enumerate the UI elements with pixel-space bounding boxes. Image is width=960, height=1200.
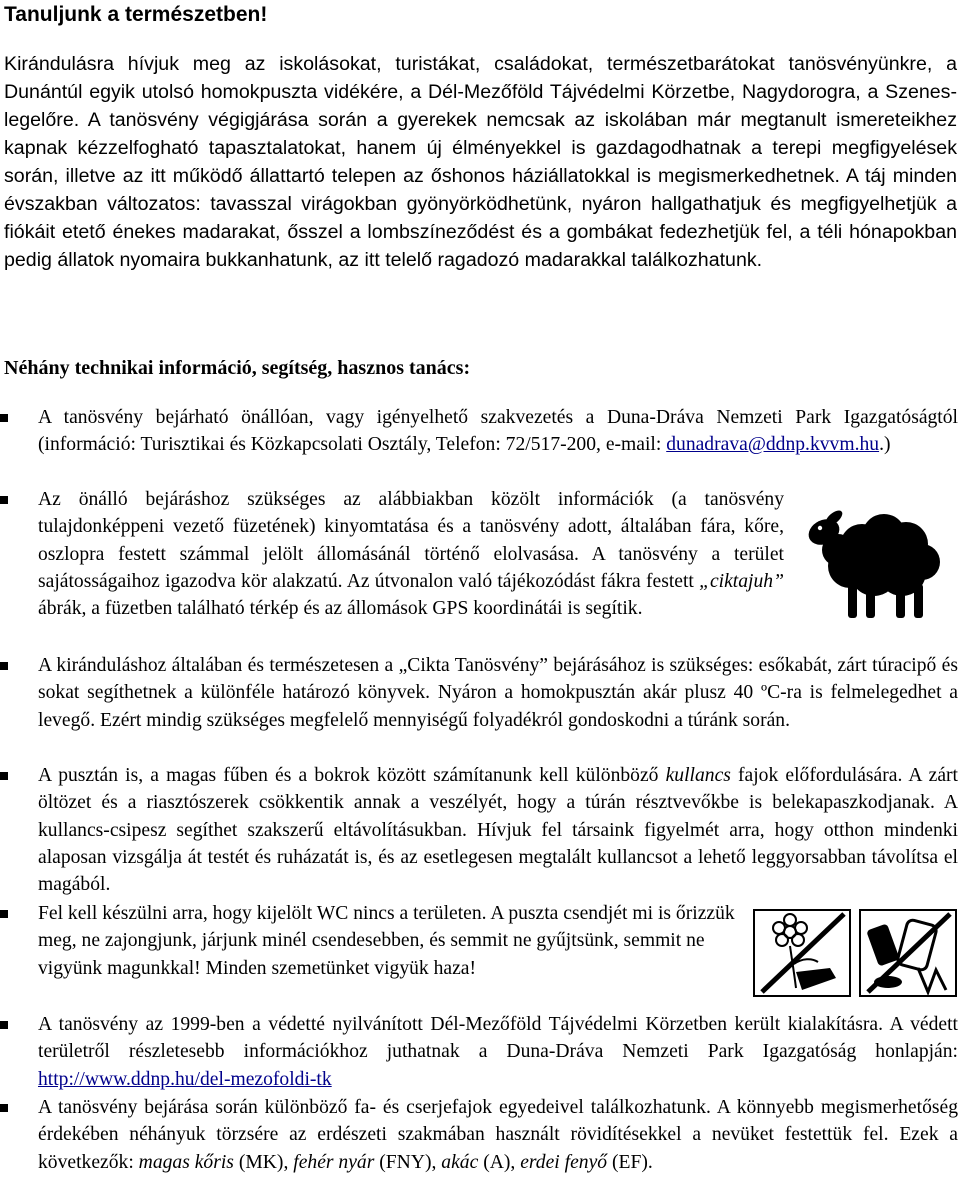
list-item — [38, 486, 784, 622]
list-item-text: Az önálló bejáráshoz szükséges az alábbiakban közölt információk (a tanösvény tulajdonképpeni vezető füzetének) kinyomtatása és a tanösvény adott, általában fára, kőre, oszlopra festett számmal jelölt állomásánál történő elolvasása. A tanösvény a terület sajátosságaihoz igazodva kör alakzatú. Az útvonalon való tájékozódást fákra festett — [38, 489, 784, 592]
intro-sentence-2: A tanösvény végigjárása során a gyerekek nemcsak az iskolában már megtanult ismereteikhez kapnak kézzelfogható tapasztalatokat, hanem új élményekkel is gazdagodhatnak a terepi megfigyelések során, illetve az itt működő állattartó telepen az őshonos háziállatokkal is megismerkedhetnek. — [4, 109, 957, 187]
bullet-icon — [0, 910, 8, 918]
tree-name: fehér nyár — [293, 1151, 375, 1173]
list-item-text: fajok előfordulására. A zárt öltözet és a riasztószerek csökkentik annak a veszélyét, hogy a túrán résztvevőkbe is belekapaszkodjanak. A kullancs-csipesz segíthet szakszerű eltávolításukban. Hívjuk fel társaink figyelmét arra, hogy otthon mindenki alaposan vizsgálja át testét és ruházatát is, és az esetlegesen megtalált kullancsot a lehető leggyorsabban távolítsa el magából. — [38, 765, 958, 896]
tree-name: akác — [441, 1151, 479, 1173]
no-littering-icon — [860, 910, 956, 996]
list-item — [38, 1011, 958, 1093]
list-item-text: A tanösvény bejárható önállóan, vagy igényelhető szakvezetés a Duna-Dráva Nemzeti Park Igazgatóságtól (információ: Turisztikai és Közkapcsolati Osztály, Telefon: 72/517-200, e-mail: — [38, 407, 958, 456]
list-item — [38, 404, 958, 459]
list-item-italic: kullancs — [665, 765, 731, 786]
list-item — [38, 900, 756, 982]
website-link[interactable]: http://www.ddnp.hu/del-mezofoldi-tk — [38, 1068, 332, 1090]
list-item-text: A tanösvény az 1999-ben a védetté nyilvánított Dél-Mezőföld Tájvédelmi Körzetben került kialakításra. A védett területről részletesebb információkhoz juthatnak a Duna-Dráva Nemzeti Park Igazgatóság honlapján: — [38, 1014, 958, 1063]
section-heading: Néhány technikai információ, segítség, hasznos tanács: — [4, 357, 471, 379]
tree-abbr: (MK), — [233, 1151, 294, 1173]
list-item-italic: „ciktajuh” — [699, 570, 784, 592]
list-item — [38, 1094, 958, 1176]
bullet-icon — [0, 1021, 8, 1029]
tree-name: magas kőris — [138, 1151, 234, 1173]
list-item-text: .) — [879, 434, 891, 456]
black-sheep-icon — [804, 488, 954, 623]
email-link[interactable]: dunadrava@ddnp.kvvm.hu — [666, 434, 880, 456]
list-item-text: A pusztán is, a magas fűben és a bokrok között számítanunk kell különböző — [38, 765, 666, 786]
page-title: Tanuljunk a természetben! — [4, 3, 268, 26]
list-item — [38, 762, 958, 898]
list-item-text: A tanösvény bejárása során különböző fa- és cserjefajok egyedeivel találkozhatunk. A könnyebb megismerhetőség érdekében néhányuk törzsére az erdészeti szakmában használt rövidítésekkel a nevüket festettük fel. Ezek a következők: — [38, 1097, 958, 1173]
no-flower-picking-icon — [754, 910, 850, 996]
intro-sentence-1: Kirándulásra hívjuk meg az iskolásokat, turistákat, családokat, természetbarátokat tanösvényünkre, a Dunántúl egyik utolsó homokpuszta vidékére, a Dél-Mezőföld Tájvédelmi Körzetbe, Nagydorogra, a Szenes-legelőre. — [4, 53, 957, 131]
tree-name: erdei fenyő — [520, 1151, 608, 1173]
list-item-text: A kiránduláshoz általában és természetesen a „Cikta Tanösvény” bejárásához is szükséges: esőkabát, zárt túracipő és sokat segíthetnek a különféle határozó könyvek. Nyáron a homokpusztán akár plusz 40 ºC-ra is felmelegedhet a levegő. Ezért mindig szükséges megfelelő mennyiségű folyadékról gondoskodni a túránk során. — [38, 655, 958, 731]
tree-abbr: (FNY), — [374, 1151, 442, 1173]
bullet-icon — [0, 496, 8, 504]
bullet-icon — [0, 772, 8, 780]
list-item-text: ábrák, a füzetben található térkép és az állomások GPS koordinátái is segítik. — [38, 598, 643, 620]
list-item-text: Fel kell készülni arra, hogy kijelölt WC nincs a területen. A puszta csendjét mi is őrizzük meg, ne zajongjunk, járjunk minél csendesebben, és semmit ne gyűjtsünk, semmit ne vigyünk magunkkal! Minden szemetünket vigyük haza! — [38, 903, 735, 979]
intro-sentence-3: A táj minden évszakban változatos: tavasszal virágokban gyönyörködhetünk, nyáron hallgathatjuk és megfigyelhetjük a fiókáit etető énekes madarakat, ősszel a lombszíneződést és a gombákat fedezhetjük fel, a téli hónapokban pedig állatok nyomaira bukkanhatunk, az itt telelő ragadozó madarakkal találkozhatunk. — [4, 165, 957, 271]
tree-abbr: (A), — [478, 1151, 516, 1173]
bullet-icon — [0, 1104, 8, 1112]
bullet-icon — [0, 662, 8, 670]
bullet-icon — [0, 414, 8, 422]
list-item — [38, 652, 958, 734]
intro-paragraph — [4, 50, 957, 274]
prohibition-icons — [752, 908, 957, 1000]
tree-abbr: (EF). — [607, 1151, 653, 1173]
